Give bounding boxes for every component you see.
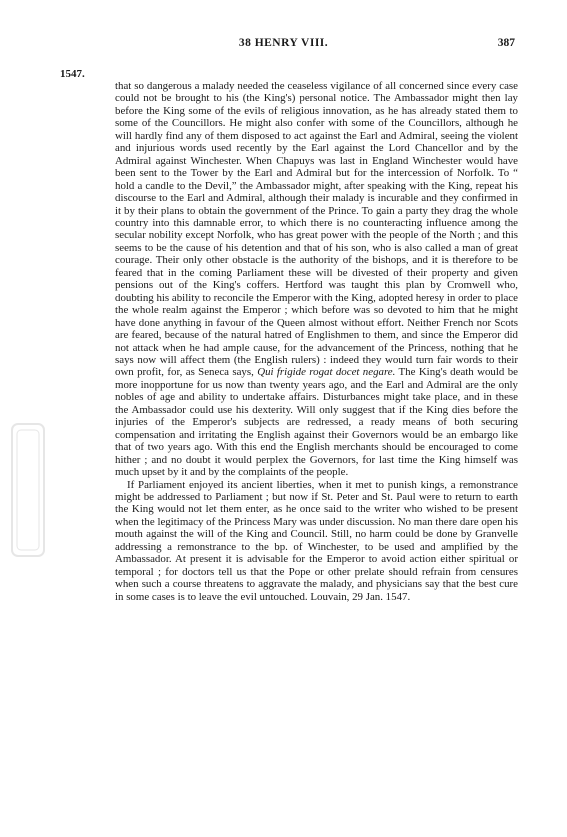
marginal-year: 1547. <box>60 68 85 80</box>
running-header-title: 38 HENRY VIII. <box>238 37 329 49</box>
paragraph-1-continuation: The King's death would be more inopportune for us now than twenty years ago, and the Earl and Admiral are the only nobles of age and ability to undertake affairs. Disturbances might take place, and in these the Ambassador could use his dexterity. Will only suggest that if the King dies before the injuries of the Emperor's subjects are redressed, a ready means of both securing compensation and irritating the English against their Governors would be an embargo like that of two years ago. With this end the English merchants should be encouraged to come hither ; and no doubt it would perplex the Governors, for last time the King himself was much upset by it and by the complaints of the people. <box>115 366 518 479</box>
library-stamp-watermark <box>8 420 48 560</box>
document-body <box>115 80 518 603</box>
paragraph-1-text: that so dangerous a malady needed the ceaseless vigilance of all concerned since every case could not be brought to his (the King's) personal notice. The Ambassador might then lay before the King some of the evils of religious innovation, as he has already stated them to some of the Councillors. He might also confer with some of the Councillors, although he will hardly find any of them disposed to act against the Earl and Admiral, seeing the violent and injurious words used recently by the Earl against the Lord Chancellor and by the Admiral against Winchester. When Chapuys was last in England Winchester would have been sent to the Tower by the Earl and Admiral but for the intercession of Norfolk. To “ hold a candle to the Devil,” the Ambassador might, after speaking with the King, repeat his discourse to the Earl and Admiral, although their malady is incurable and they confirmed in it by their plans to obtain the government of the Prince. To gain a party they drag the whole country into this damnable error, to which there is no counteracting influence among the secular nobility except Norfolk, who has great power with the people of the North ; and this seems to be the cause of his detention and that of his son, who is also called a man of great courage. Their only other obstacle is the authority of the bishops, and it is therefore to be feared that in the coming Parliament these will be divested of their property and given pensions out of the King's coffers. Hertford was taught this plan by Cromwell who, doubting his ability to reconcile the Emperor with the King, adopted heresy in order to place the whole realm against the Emperor ; which before was so devoted to him that he might have done anything in favour of the Queen almost without effort. Neither French nor Scots are feared, because of the natural hatred of Englishmen to them, and since the Emperor did not attack when he had ample cause, for the advancement of the Princess, nothing that he says now will affect them (the English rulers) : indeed they would turn fair words to their own profit, for, as Seneca says, <box>115 80 518 379</box>
latin-quote: Qui frigide rogat docet negare. <box>257 366 396 379</box>
page-number: 387 <box>497 37 515 49</box>
paragraph-2-text: If Parliament enjoyed its ancient liberties, when it met to punish kings, a remonstrance might be addressed to Parliament ; but now if St. Peter and St. Paul were to return to earth the King would not let them enter, as he once said to the writer who wished to be present when the legitimacy of the Princess Mary was under discussion. No man there dare open his mouth against the will of the King and Council. Still, no harm could be done by Granvelle addressing a remonstrance to the bp. of Winchester, to be used and amplified by the Ambassador. At present it is advisable for the Emperor to avoid action either spiritual or temporal ; for doctors tell us that the Pope or other prelate should refrain from censures when such a course threatens to aggravate the malady, and physicians say that the best cure in some cases is to leave the evil untouched. Louvain, 29 Jan. 1547. <box>115 478 518 603</box>
paragraph-2 <box>115 479 518 604</box>
paragraph-1 <box>115 80 518 479</box>
